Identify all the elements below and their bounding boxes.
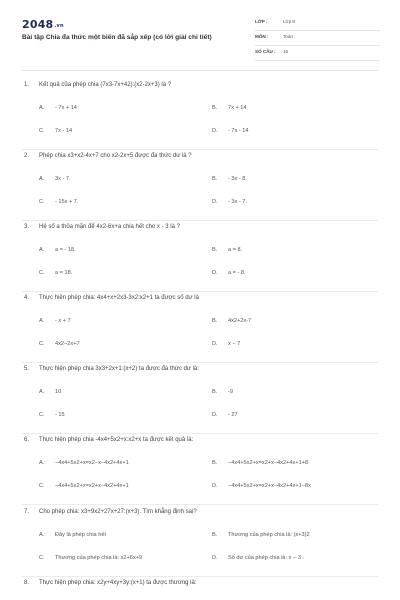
site-logo[interactable] (22, 18, 64, 31)
question-stem: Cho phép chia: x3+9x2+27x+27:(x+3). Tìm khẳng định sai? (39, 509, 197, 515)
option-a[interactable] (39, 247, 76, 253)
option-c[interactable] (39, 412, 65, 418)
option-c[interactable] (39, 483, 129, 489)
option-a[interactable] (39, 460, 129, 466)
question-number: 6. (24, 437, 30, 443)
option-b[interactable] (212, 247, 242, 253)
option-letter: D. (212, 412, 218, 418)
meta-value-class: Lớp 8 (283, 19, 295, 24)
meta-value-count: 16 (283, 49, 289, 54)
question-text (24, 224, 180, 230)
option-letter: C. (39, 555, 45, 561)
question-number: 4. (24, 295, 30, 301)
option-letter: D. (212, 199, 218, 205)
meta-info (255, 16, 380, 61)
option-text: - 27 (228, 412, 238, 418)
option-letter: C. (39, 270, 45, 276)
question-stem: Kết quả của phép chia (7x3-7x+42):(x2-2x+3) là ? (39, 82, 172, 88)
option-text: 3x - 7. (55, 176, 71, 182)
question-stem: Thực hiện phép chia -4x4+5x2+x:x2+x ta được kết quả là: (39, 437, 194, 443)
meta-label-subject: MÔN : (255, 34, 269, 39)
option-d[interactable] (212, 483, 311, 489)
option-letter: B. (212, 389, 218, 395)
option-a[interactable] (39, 176, 71, 182)
option-text: a = 8. (228, 247, 243, 253)
option-b[interactable] (212, 176, 247, 182)
question-text (24, 366, 199, 372)
option-text: Thương của phép chia là: (x+3)2 (228, 532, 310, 538)
logo-text: 2048 (22, 18, 54, 31)
worksheet-header (0, 0, 400, 70)
option-letter: A. (39, 176, 45, 182)
option-text: - 3x - 7. (228, 199, 247, 205)
question-text (24, 580, 197, 586)
option-text: - 7x - 14 (228, 128, 249, 134)
option-a[interactable] (39, 105, 77, 111)
question-number: 2. (24, 153, 30, 159)
option-d[interactable] (212, 270, 246, 276)
meta-row-class (255, 16, 380, 31)
option-text: −4x4+5x2+x=x2+x−4x2+4x+1+8 (228, 460, 309, 466)
option-letter: A. (39, 105, 45, 111)
option-c[interactable] (39, 128, 72, 134)
option-c[interactable] (39, 555, 142, 561)
question-divider (22, 149, 378, 150)
option-letter: C. (39, 341, 45, 347)
question-number: 1. (24, 82, 30, 88)
question-divider (22, 291, 378, 292)
question-text (24, 295, 199, 301)
option-c[interactable] (39, 341, 80, 347)
option-letter: C. (39, 483, 45, 489)
option-c[interactable] (39, 270, 72, 276)
option-letter: B. (212, 105, 218, 111)
option-letter: B. (212, 532, 218, 538)
question-stem: Thực hiện phép chia: x2y+4xy+3y:(x+1) ta được thương là: (39, 580, 197, 586)
option-letter: D. (212, 341, 218, 347)
option-text: x − 7 (228, 341, 241, 347)
option-text: - 15 (55, 412, 65, 418)
question-text (24, 509, 197, 515)
option-a[interactable] (39, 532, 106, 538)
meta-label-class: LỚP : (255, 19, 268, 24)
question-stem: Thực hiện phép chia 3x3+2x+1:(x+2) ta được đa thức dư là: (39, 366, 199, 372)
option-text: −4x4+5x2+x=x2+x−4x2+4x+1 (55, 483, 129, 489)
option-text: - x + 7 (55, 318, 71, 324)
option-letter: A. (39, 460, 45, 466)
option-a[interactable] (39, 318, 71, 324)
option-d[interactable] (212, 341, 240, 347)
option-text: -9 (228, 389, 233, 395)
option-letter: C. (39, 199, 45, 205)
option-text: 4x2−2x+7 (55, 341, 80, 347)
logo-suffix: .vn (54, 23, 64, 29)
option-a[interactable] (39, 389, 61, 395)
option-letter: B. (212, 176, 218, 182)
meta-row-count (255, 46, 380, 61)
option-text: 4x2+2x-7 (228, 318, 252, 324)
option-b[interactable] (212, 460, 308, 466)
question-divider (22, 362, 378, 363)
question-text (24, 82, 171, 88)
option-text: 7x + 14 (228, 105, 247, 111)
option-text: −4x4+5x2+x=x2+x−4x2+4x+1−8x (228, 483, 311, 489)
option-b[interactable] (212, 105, 247, 111)
option-letter: B. (212, 318, 218, 324)
meta-value-subject: Toán (283, 34, 293, 39)
option-letter: A. (39, 318, 45, 324)
option-text: - 15x + 7. (55, 199, 79, 205)
question-stem: Phép chia x3+x2-4x+7 cho x2-2x+5 được đa thức dư là ? (39, 153, 192, 159)
option-text: a = - 8. (228, 270, 246, 276)
question-stem: Thực hiện phép chia: 4x4+x+2x3-3x2:x2+1 ta được số dư là (39, 295, 199, 301)
option-d[interactable] (212, 199, 247, 205)
header-divider (22, 70, 378, 71)
question-number: 3. (24, 224, 30, 230)
option-text: 7x - 14 (55, 128, 73, 134)
option-d[interactable] (212, 555, 304, 561)
option-text: Thương của phép chia là: x2+6x+9 (55, 555, 143, 561)
option-text: 10 (55, 389, 62, 395)
question-text (24, 437, 193, 443)
question-divider (22, 433, 378, 434)
question-text (24, 153, 192, 159)
option-letter: D. (212, 555, 218, 561)
question-divider (22, 504, 378, 505)
option-text: Đây là phép chia hết (55, 532, 106, 538)
option-text: a = - 18. (55, 247, 76, 253)
option-letter: A. (39, 532, 45, 538)
page-title: Bài tập Chia đa thức một biến đã sắp xếp (có lời giải chi tiết) (22, 34, 212, 41)
option-b[interactable] (212, 318, 251, 324)
option-d[interactable] (212, 412, 238, 418)
option-letter: C. (39, 412, 45, 418)
option-letter: A. (39, 247, 45, 253)
option-d[interactable] (212, 128, 249, 134)
option-b[interactable] (212, 389, 233, 395)
option-text: - 7x + 14 (55, 105, 77, 111)
option-b[interactable] (212, 532, 310, 538)
meta-label-count: SỐ CÂU : (255, 49, 276, 54)
question-number: 7. (24, 509, 30, 515)
option-letter: D. (212, 483, 218, 489)
meta-row-subject (255, 31, 380, 46)
option-text: −4x4+5x2+x=x2−x−4x2+4x+1 (55, 460, 129, 466)
option-letter: D. (212, 270, 218, 276)
option-text: - 3x - 8. (228, 176, 247, 182)
option-text: a = 18. (55, 270, 73, 276)
option-letter: D. (212, 128, 218, 134)
option-letter: B. (212, 247, 218, 253)
question-number: 8. (24, 580, 30, 586)
question-stem: Hệ số a thỏa mãn để 4x2-6x+a chia hết cho x - 3 là ? (39, 224, 180, 230)
option-text: Số dư của phép chia là: x − 3 . (228, 555, 305, 561)
option-letter: A. (39, 389, 45, 395)
question-number: 5. (24, 366, 30, 372)
option-letter: C. (39, 128, 45, 134)
question-divider (22, 220, 378, 221)
option-c[interactable] (39, 199, 78, 205)
option-letter: B. (212, 460, 218, 466)
question-divider (22, 576, 378, 577)
